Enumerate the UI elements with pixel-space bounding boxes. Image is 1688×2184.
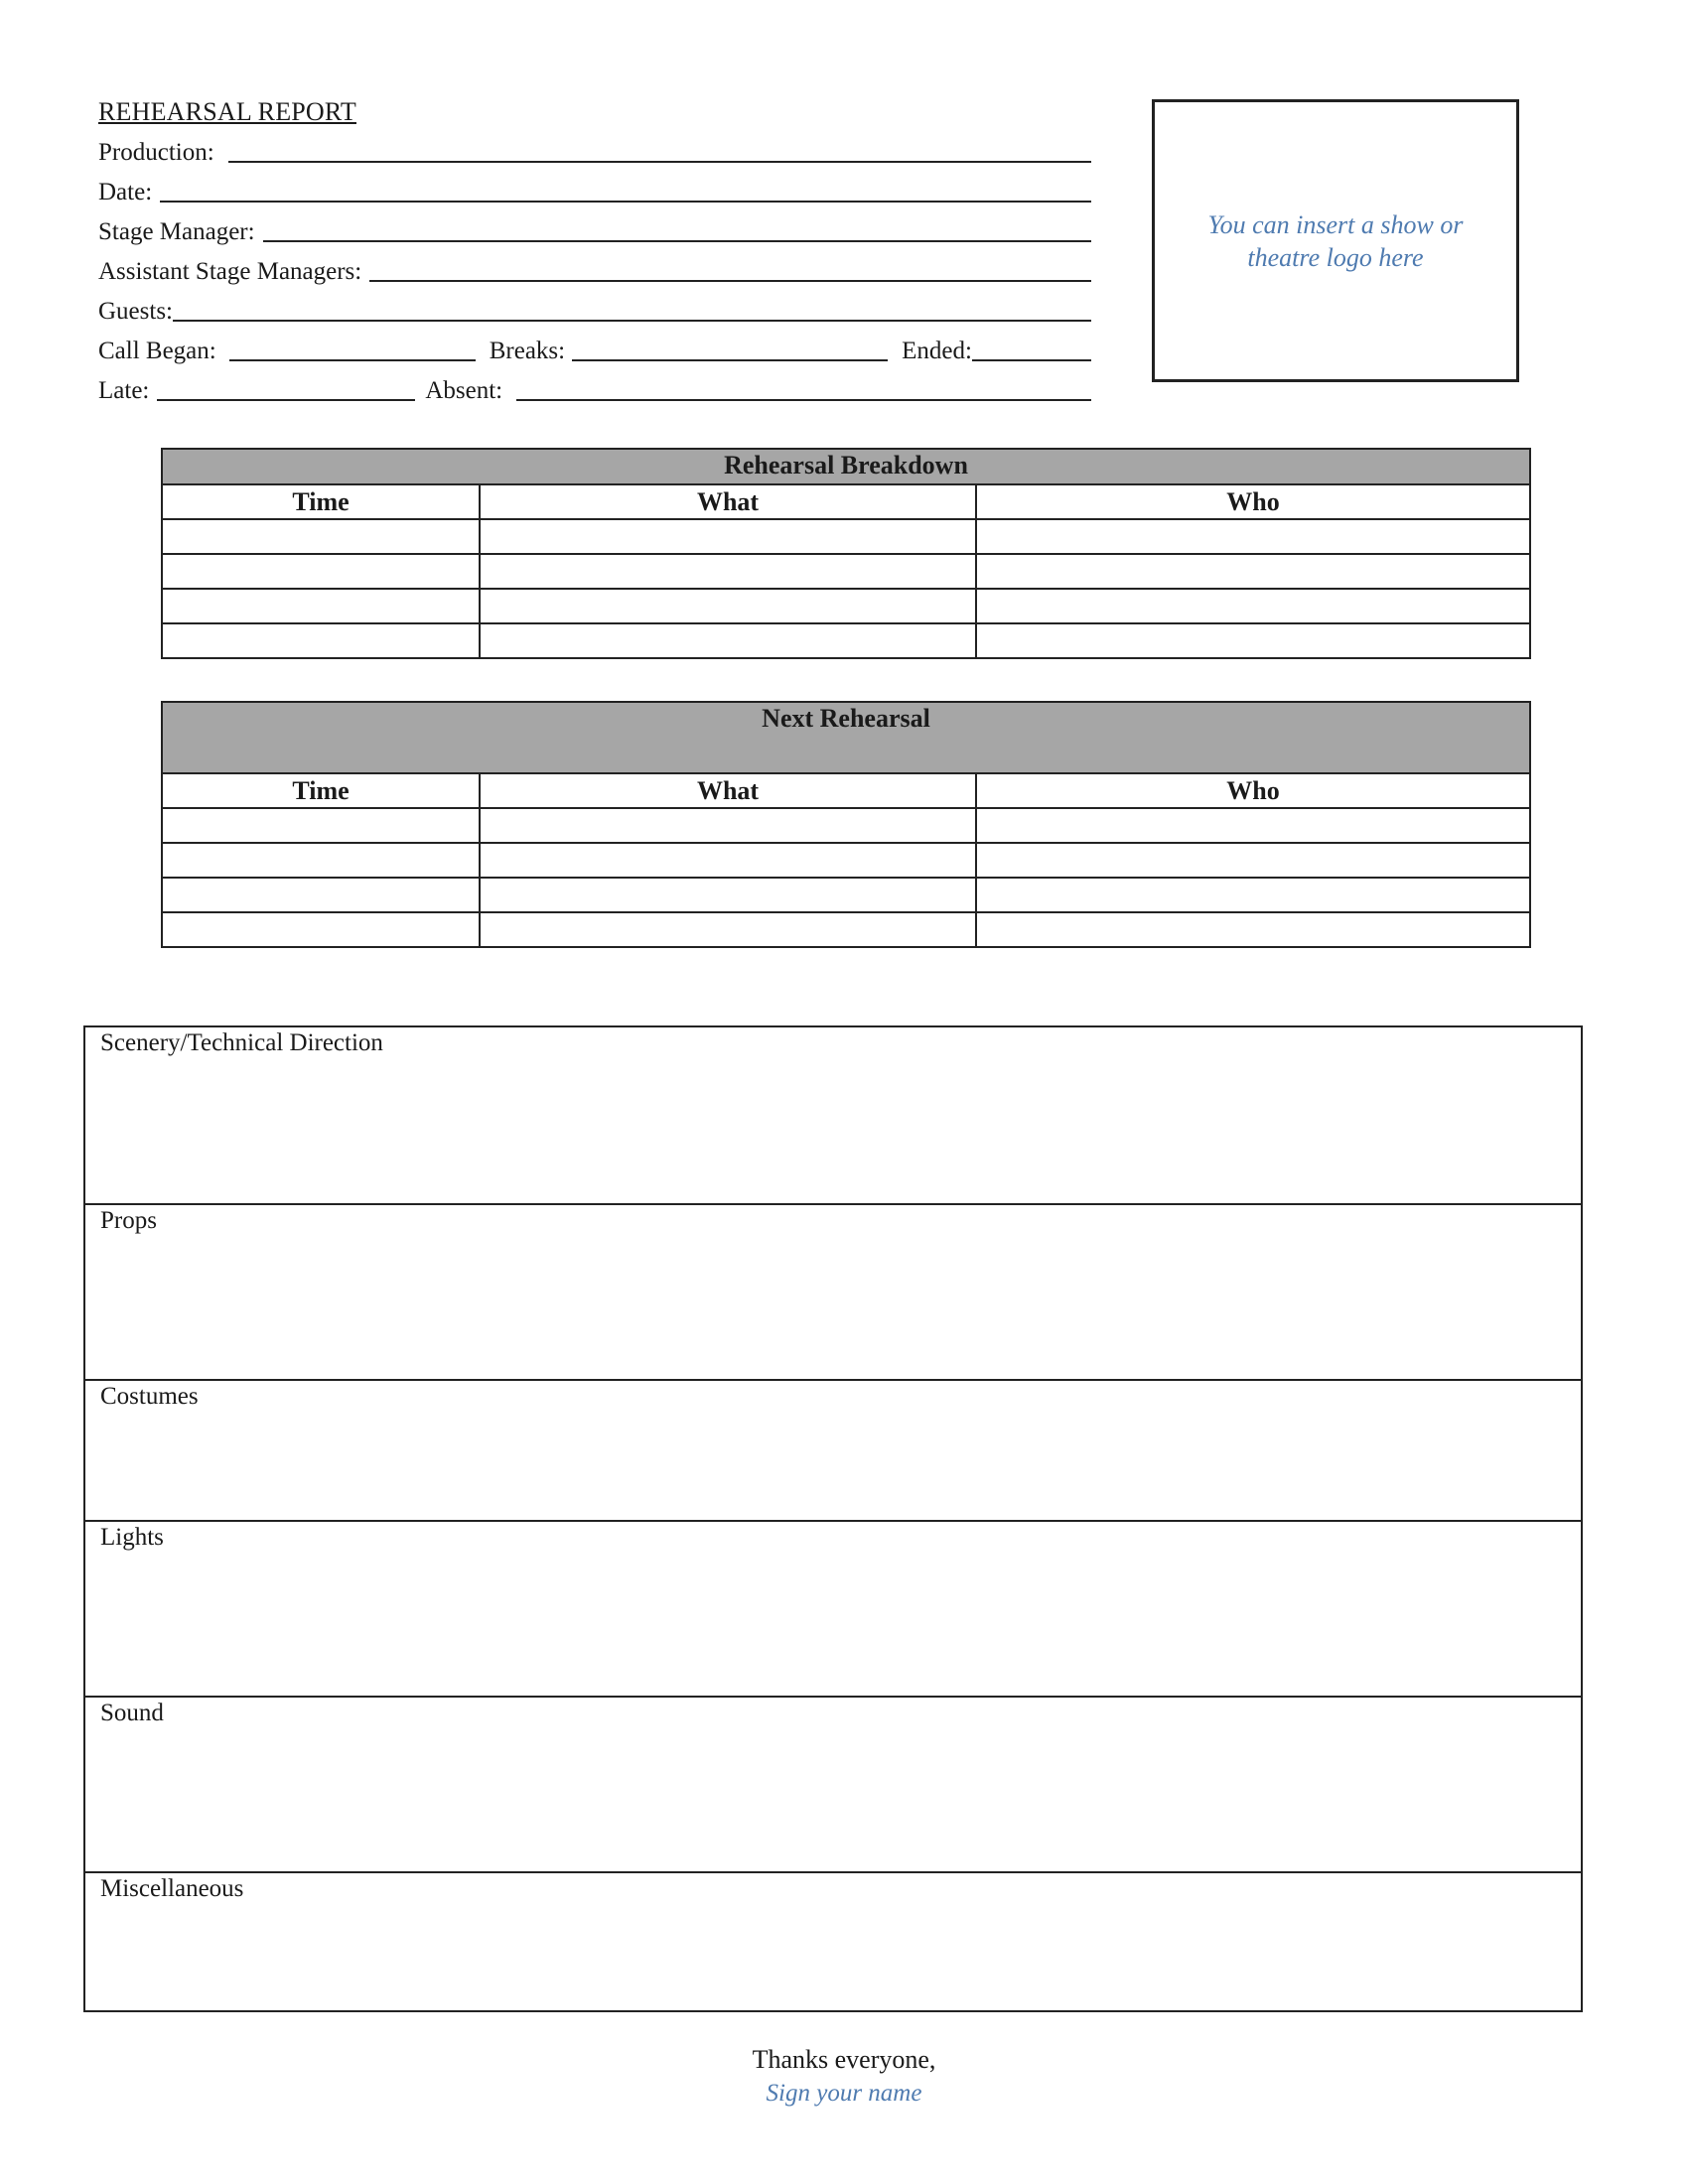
late-line[interactable] <box>157 399 415 401</box>
next-col-what: What <box>480 773 976 808</box>
what-cell[interactable] <box>480 519 976 554</box>
section-props-label: Props <box>100 1207 157 1234</box>
breakdown-title: Rehearsal Breakdown <box>162 449 1530 484</box>
time-cell[interactable] <box>162 808 480 843</box>
time-cell[interactable] <box>162 589 480 623</box>
table-row <box>162 808 1530 843</box>
section-sound-label: Sound <box>100 1700 164 1726</box>
time-cell[interactable] <box>162 878 480 912</box>
breakdown-header-row <box>162 484 1530 519</box>
next-col-time: Time <box>162 773 480 808</box>
who-cell[interactable] <box>976 623 1530 658</box>
date-label: Date: <box>98 179 153 205</box>
asm-field-row <box>98 252 1091 284</box>
who-cell[interactable] <box>976 554 1530 589</box>
table-row <box>162 519 1530 554</box>
who-cell[interactable] <box>976 589 1530 623</box>
time-cell[interactable] <box>162 519 480 554</box>
section-costumes[interactable] <box>85 1379 1581 1520</box>
section-scenery[interactable] <box>85 1027 1581 1203</box>
date-line[interactable] <box>160 201 1091 203</box>
production-label: Production: <box>98 139 214 166</box>
who-cell[interactable] <box>976 519 1530 554</box>
time-cell[interactable] <box>162 912 480 947</box>
call-began-line[interactable] <box>229 359 476 361</box>
rehearsal-breakdown-table <box>161 448 1531 659</box>
table-row <box>162 554 1530 589</box>
stage-manager-field-row <box>98 212 1091 244</box>
section-costumes-label: Costumes <box>100 1383 199 1410</box>
asm-label: Assistant Stage Managers: <box>98 258 362 285</box>
guests-field-row <box>98 292 1091 324</box>
section-miscellaneous-label: Miscellaneous <box>100 1875 244 1902</box>
table-row <box>162 589 1530 623</box>
next-col-who: Who <box>976 773 1530 808</box>
breakdown-col-what: What <box>480 484 976 519</box>
section-lights-label: Lights <box>100 1524 164 1551</box>
next-rehearsal-table <box>161 701 1531 948</box>
what-cell[interactable] <box>480 808 976 843</box>
absent-line[interactable] <box>516 399 1091 401</box>
time-cell[interactable] <box>162 623 480 658</box>
asm-line[interactable] <box>369 280 1091 282</box>
date-field-row <box>98 173 1091 205</box>
call-began-label: Call Began: <box>98 338 216 364</box>
what-cell[interactable] <box>480 843 976 878</box>
who-cell[interactable] <box>976 878 1530 912</box>
what-cell[interactable] <box>480 554 976 589</box>
ended-line[interactable] <box>972 359 1091 361</box>
section-lights[interactable] <box>85 1520 1581 1696</box>
department-notes <box>83 1025 1583 2012</box>
stage-manager-label: Stage Manager: <box>98 218 255 245</box>
logo-placeholder-box[interactable] <box>1152 99 1519 382</box>
who-cell[interactable] <box>976 808 1530 843</box>
signature-placeholder[interactable]: Sign your name <box>766 2080 922 2107</box>
who-cell[interactable] <box>976 912 1530 947</box>
who-cell[interactable] <box>976 843 1530 878</box>
table-row <box>162 843 1530 878</box>
next-header-row <box>162 773 1530 808</box>
logo-placeholder-text: You can insert a show or theatre logo here <box>1207 209 1464 272</box>
guests-line[interactable] <box>173 320 1091 322</box>
guests-label: Guests: <box>98 298 173 325</box>
what-cell[interactable] <box>480 623 976 658</box>
time-cell[interactable] <box>162 554 480 589</box>
breaks-line[interactable] <box>572 359 888 361</box>
time-cell[interactable] <box>162 843 480 878</box>
breakdown-col-who: Who <box>976 484 1530 519</box>
section-scenery-label: Scenery/Technical Direction <box>100 1029 383 1056</box>
production-line[interactable] <box>228 161 1091 163</box>
breakdown-title-row <box>162 449 1530 484</box>
table-row <box>162 912 1530 947</box>
next-title: Next Rehearsal <box>162 702 1530 773</box>
next-title-row <box>162 702 1530 773</box>
section-props[interactable] <box>85 1203 1581 1379</box>
attendance-row <box>98 371 1091 403</box>
stage-manager-line[interactable] <box>263 240 1091 242</box>
section-sound[interactable] <box>85 1696 1581 1871</box>
ended-label: Ended: <box>902 338 972 364</box>
report-title: REHEARSAL REPORT <box>98 97 356 126</box>
absent-label: Absent: <box>425 377 503 404</box>
section-miscellaneous[interactable] <box>85 1871 1581 2010</box>
late-label: Late: <box>98 377 150 404</box>
table-row <box>162 623 1530 658</box>
what-cell[interactable] <box>480 589 976 623</box>
production-field-row <box>98 133 1091 165</box>
call-times-row <box>98 332 1091 363</box>
breakdown-col-time: Time <box>162 484 480 519</box>
what-cell[interactable] <box>480 912 976 947</box>
breaks-label: Breaks: <box>489 338 566 364</box>
what-cell[interactable] <box>480 878 976 912</box>
thanks-text: Thanks everyone, <box>752 2045 936 2074</box>
table-row <box>162 878 1530 912</box>
